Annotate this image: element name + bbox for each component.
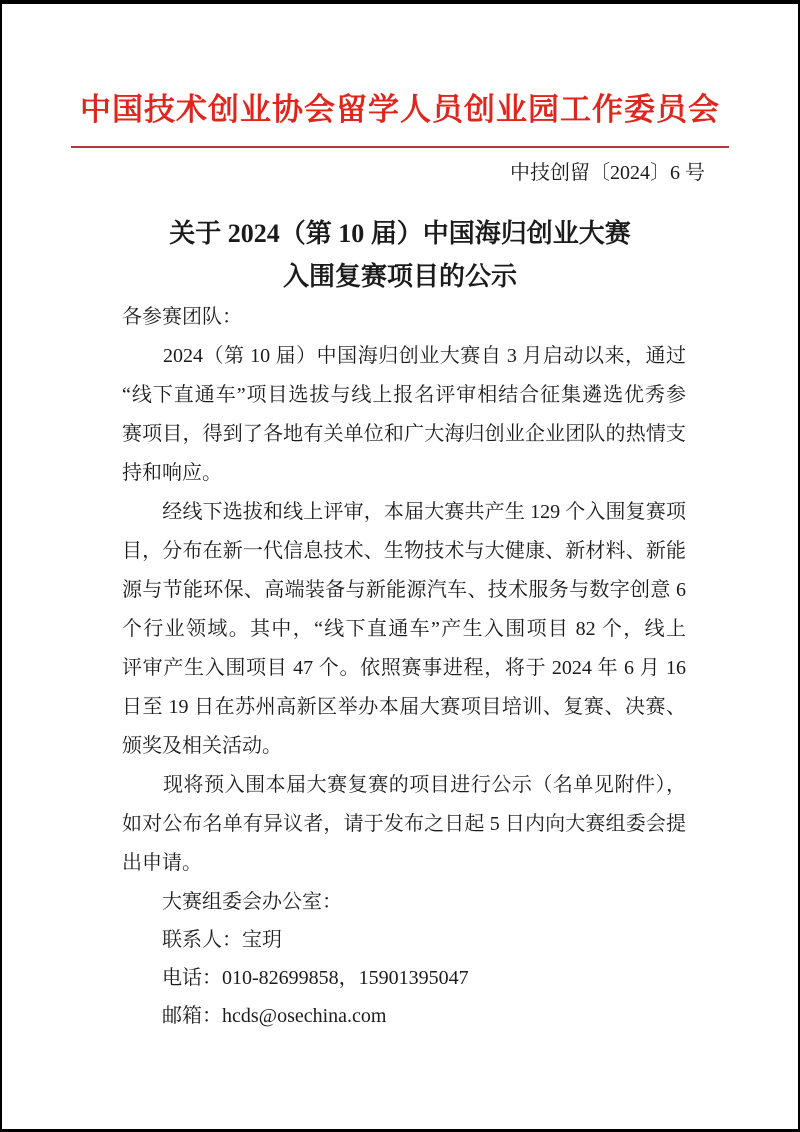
body-line: 源与节能环保、高端装备与新能源汽车、技术服务与数字创意 6: [122, 579, 686, 601]
body-line: 颁奖及相关活动。: [122, 735, 282, 757]
contact-person-line: 联系人：宝玥: [162, 929, 282, 951]
contact-block: [122, 883, 686, 1035]
body-line: 赛项目，得到了各地有关单位和广大海归创业企业团队的热情支: [122, 423, 686, 445]
document-body: [122, 298, 686, 1035]
body-line: 经线下选拔和线上评审，本届大赛共产生 129 个入围复赛项: [122, 501, 686, 523]
document-title: [2, 212, 798, 298]
contact-phone-line: 电话：010-82699858，15901395047: [162, 967, 469, 989]
salutation: 各参赛团队：: [122, 306, 242, 328]
contact-office-line: 大赛组委会办公室：: [162, 891, 342, 913]
body-line: 日至 19 日在苏州高新区举办本届大赛项目培训、复赛、决赛、: [122, 696, 686, 718]
header-red-rule: [71, 146, 729, 148]
paragraphs: [122, 337, 686, 883]
body-line: “线下直通车”项目选拔与线上报名评审相结合征集遴选优秀参: [122, 384, 686, 406]
body-line: 出申请。: [122, 852, 202, 874]
body-line: 个行业领域。其中，“线下直通车”产生入围项目 82 个，线上: [122, 618, 686, 640]
document-title-line-1: 关于 2024（第 10 届）中国海归创业大赛: [169, 219, 631, 248]
body-line: 持和响应。: [122, 462, 222, 484]
body-line: 2024（第 10 届）中国海归创业大赛自 3 月启动以来，通过: [122, 345, 686, 367]
header-org-name: 中国技术创业协会留学人员创业园工作委员会: [80, 92, 720, 127]
document-title-line-2: 入围复赛项目的公示: [282, 262, 517, 291]
body-line: 如对公布名单有异议者，请于发布之日起 5 日内向大赛组委会提: [122, 813, 686, 835]
contact-email-line: 邮箱：hcds@osechina.com: [162, 1005, 387, 1027]
body-line: 评审产生入围项目 47 个。依照赛事进程，将于 2024 年 6 月 16: [122, 657, 686, 679]
doc-number: 中技创留〔2024〕6 号: [510, 162, 705, 184]
body-line: 现将预入围本届大赛复赛的项目进行公示（名单见附件），: [122, 774, 686, 796]
body-line: 目，分布在新一代信息技术、生物技术与大健康、新材料、新能: [122, 540, 686, 562]
